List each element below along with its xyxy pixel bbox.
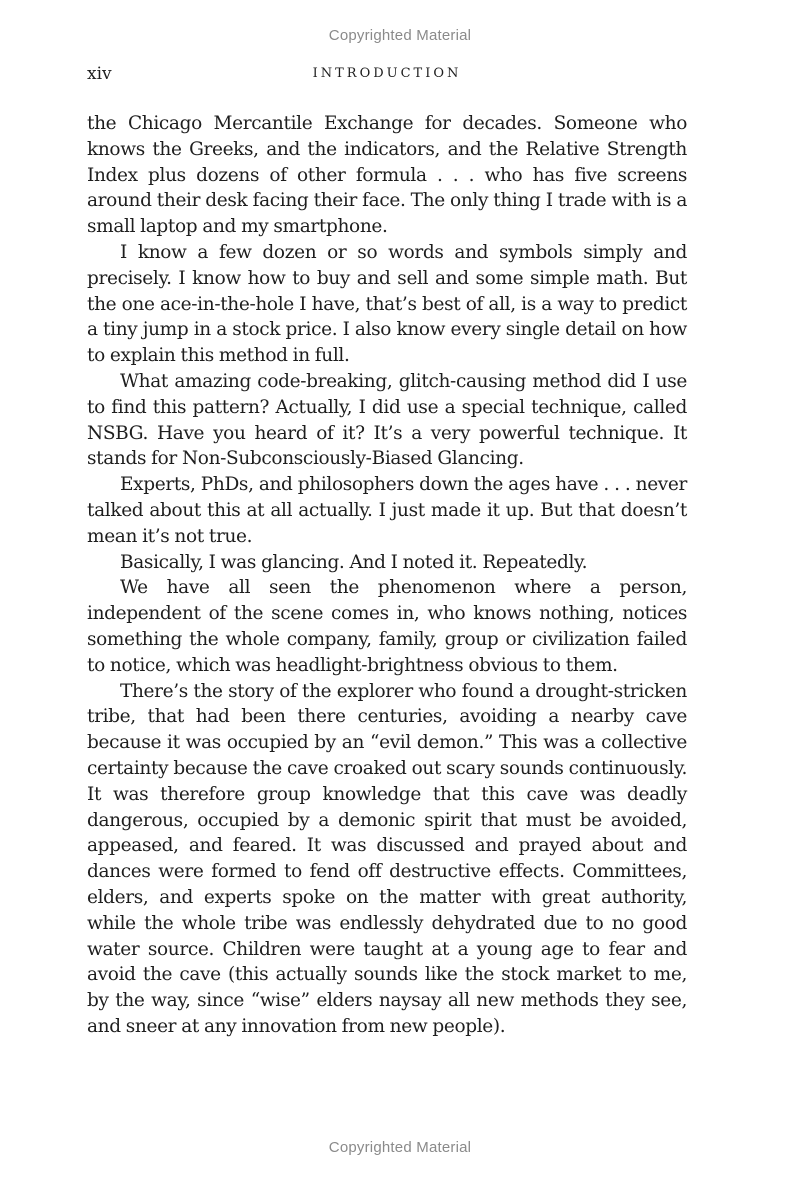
copyright-watermark-top: Copyrighted Material	[328, 27, 472, 44]
page-number: xiv	[87, 64, 112, 84]
paragraph-6: We have all seen the phenomenon where a person, independent of the scene comes in, who knows nothing, notices something the whole company, family, group or civilization failed to notice, which was headlight-brightness obvious to them.	[87, 577, 687, 676]
paragraph-1: the Chicago Mercantile Exchange for decades. Someone who knows the Greeks, and the indicators, and the Relative Strength Index plus dozens of other formula . . . who has five screens around their desk facing their face. The only thing I trade with is a small laptop and my smartphone.	[87, 113, 687, 238]
running-head	[87, 64, 687, 88]
paragraph-4: Experts, PhDs, and philosophers down the ages have . . . never talked about this at all actually. I just made it up. But that doesn’t mean it’s not true.	[87, 474, 687, 547]
body-text	[87, 111, 687, 1040]
chapter-title: INTRODUCTION	[312, 66, 462, 81]
paragraph-7: There’s the story of the explorer who found a drought-stricken tribe, that had been there centuries, avoiding a nearby cave because it was occupied by an “evil demon.” This was a collective certainty because the cave croaked out scary sounds continuously. It was therefore group knowledge that this cave was deadly dangerous, occupied by a demonic spirit that must be avoided, appeased, and feared. It was discussed and prayed about and dances were formed to fend off destructive effects. Committees, elders, and experts spoke on the matter with great authority, while the whole tribe was endlessly dehydrated due to no good water source. Children were taught at a young age to fear and avoid the cave (this actually sounds like the stock market to me, by the way, since “wise” elders naysay all new methods they see, and sneer at any innovation from new people).	[87, 680, 687, 1037]
paragraph-5: Basically, I was glancing. And I noted it. Repeatedly.	[120, 551, 588, 573]
copyright-watermark-bottom: Copyrighted Material	[328, 1139, 472, 1156]
paragraph-2: I know a few dozen or so words and symbols simply and precisely. I know how to buy and sell and some simple math. But the one ace-in-the-hole I have, that’s best of all, is a way to predict a tiny jump in a stock price. I also know every single detail on how to explain this method in full.	[87, 241, 687, 367]
paragraph-3: What amazing code-breaking, glitch-causing method did I use to find this pattern? Actually, I did use a special technique, called NSBG. Have you heard of it? It’s a very powerful technique. It stands for Non-Subconsciously-Biased Glancing.	[87, 370, 687, 470]
